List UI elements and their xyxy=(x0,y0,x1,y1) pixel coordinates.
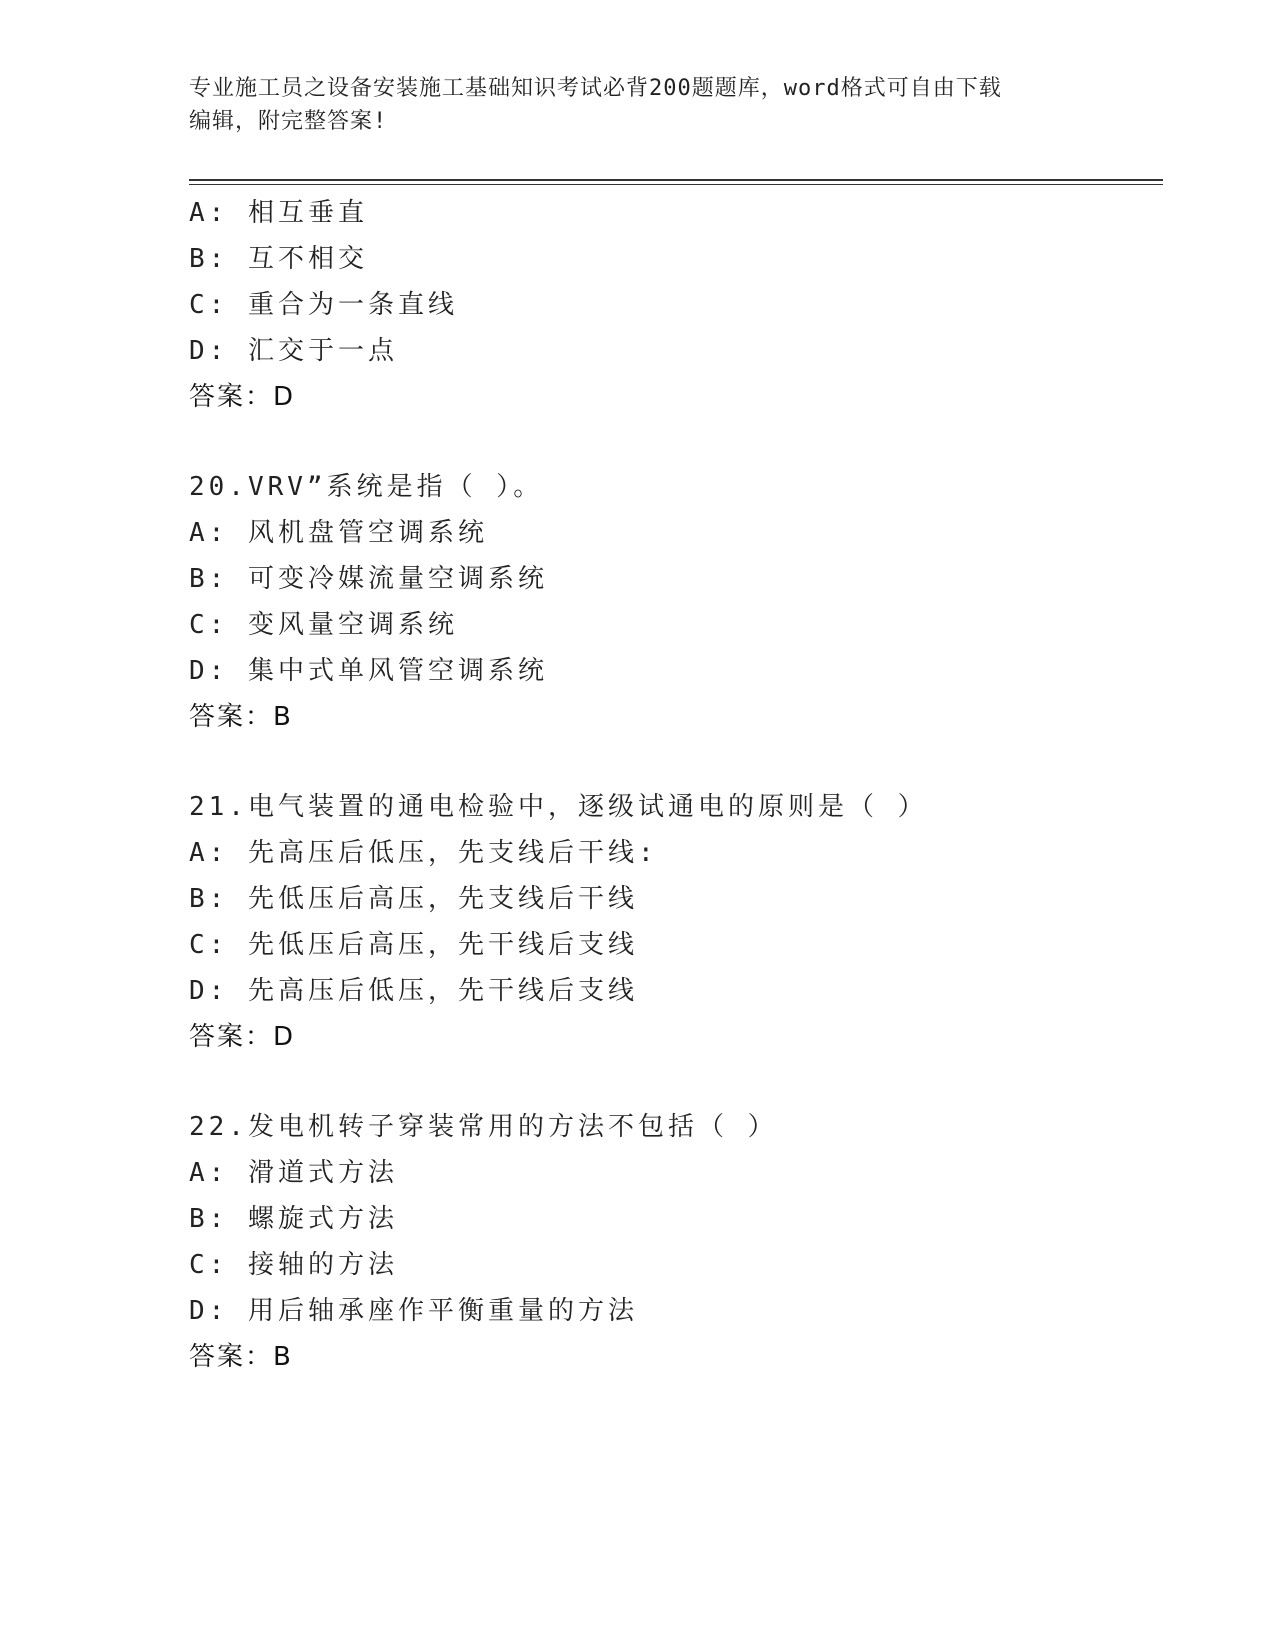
spacer xyxy=(189,740,1139,784)
question-stem: 22.发电机转子穿装常用的方法不包括（ ） xyxy=(189,1112,778,1142)
option-c: C: 接轴的方法 xyxy=(189,1250,398,1280)
option-b: B: 可变冷媒流量空调系统 xyxy=(189,564,548,594)
option-b: B: 先低压后高压，先支线后干线 xyxy=(189,884,638,914)
answer-line: 答案：D xyxy=(189,1022,296,1052)
question-list xyxy=(189,190,1139,1380)
question-stem: 20.VRV”系统是指（ ）。 xyxy=(189,472,544,502)
header-divider-thin xyxy=(189,184,1163,185)
document-header xyxy=(189,72,1089,138)
header-title-line-1: 专业施工员之设备安装施工基础知识考试必背200题题库，word格式可自由下载 xyxy=(189,76,1002,101)
option-a: A: 滑道式方法 xyxy=(189,1158,398,1188)
option-c: C: 先低压后高压，先干线后支线 xyxy=(189,930,638,960)
question-stem: 21.电气装置的通电检验中，逐级试通电的原则是（ ） xyxy=(189,792,928,822)
question-block-21 xyxy=(189,784,1139,1060)
option-b: B: 互不相交 xyxy=(189,244,368,274)
answer-line: 答案：B xyxy=(189,1342,293,1372)
option-d: D: 汇交于一点 xyxy=(189,336,398,366)
option-b: B: 螺旋式方法 xyxy=(189,1204,398,1234)
option-d: D: 先高压后低压，先干线后支线 xyxy=(189,976,638,1006)
header-divider-thick xyxy=(189,179,1163,181)
option-a: A: 先高压后低压，先支线后干线: xyxy=(189,838,658,868)
option-a: A: 风机盘管空调系统 xyxy=(189,518,488,548)
option-a: A: 相互垂直 xyxy=(189,198,368,228)
answer-line: 答案：B xyxy=(189,702,293,732)
option-c: C: 重合为一条直线 xyxy=(189,290,458,320)
question-block-22 xyxy=(189,1104,1139,1380)
option-d: D: 用后轴承座作平衡重量的方法 xyxy=(189,1296,638,1326)
header-title-line-2: 编辑，附完整答案! xyxy=(189,109,388,134)
option-c: C: 变风量空调系统 xyxy=(189,610,458,640)
question-block-19 xyxy=(189,190,1139,420)
option-d: D: 集中式单风管空调系统 xyxy=(189,656,548,686)
spacer xyxy=(189,1060,1139,1104)
question-block-20 xyxy=(189,464,1139,740)
answer-line: 答案：D xyxy=(189,382,296,412)
spacer xyxy=(189,420,1139,464)
